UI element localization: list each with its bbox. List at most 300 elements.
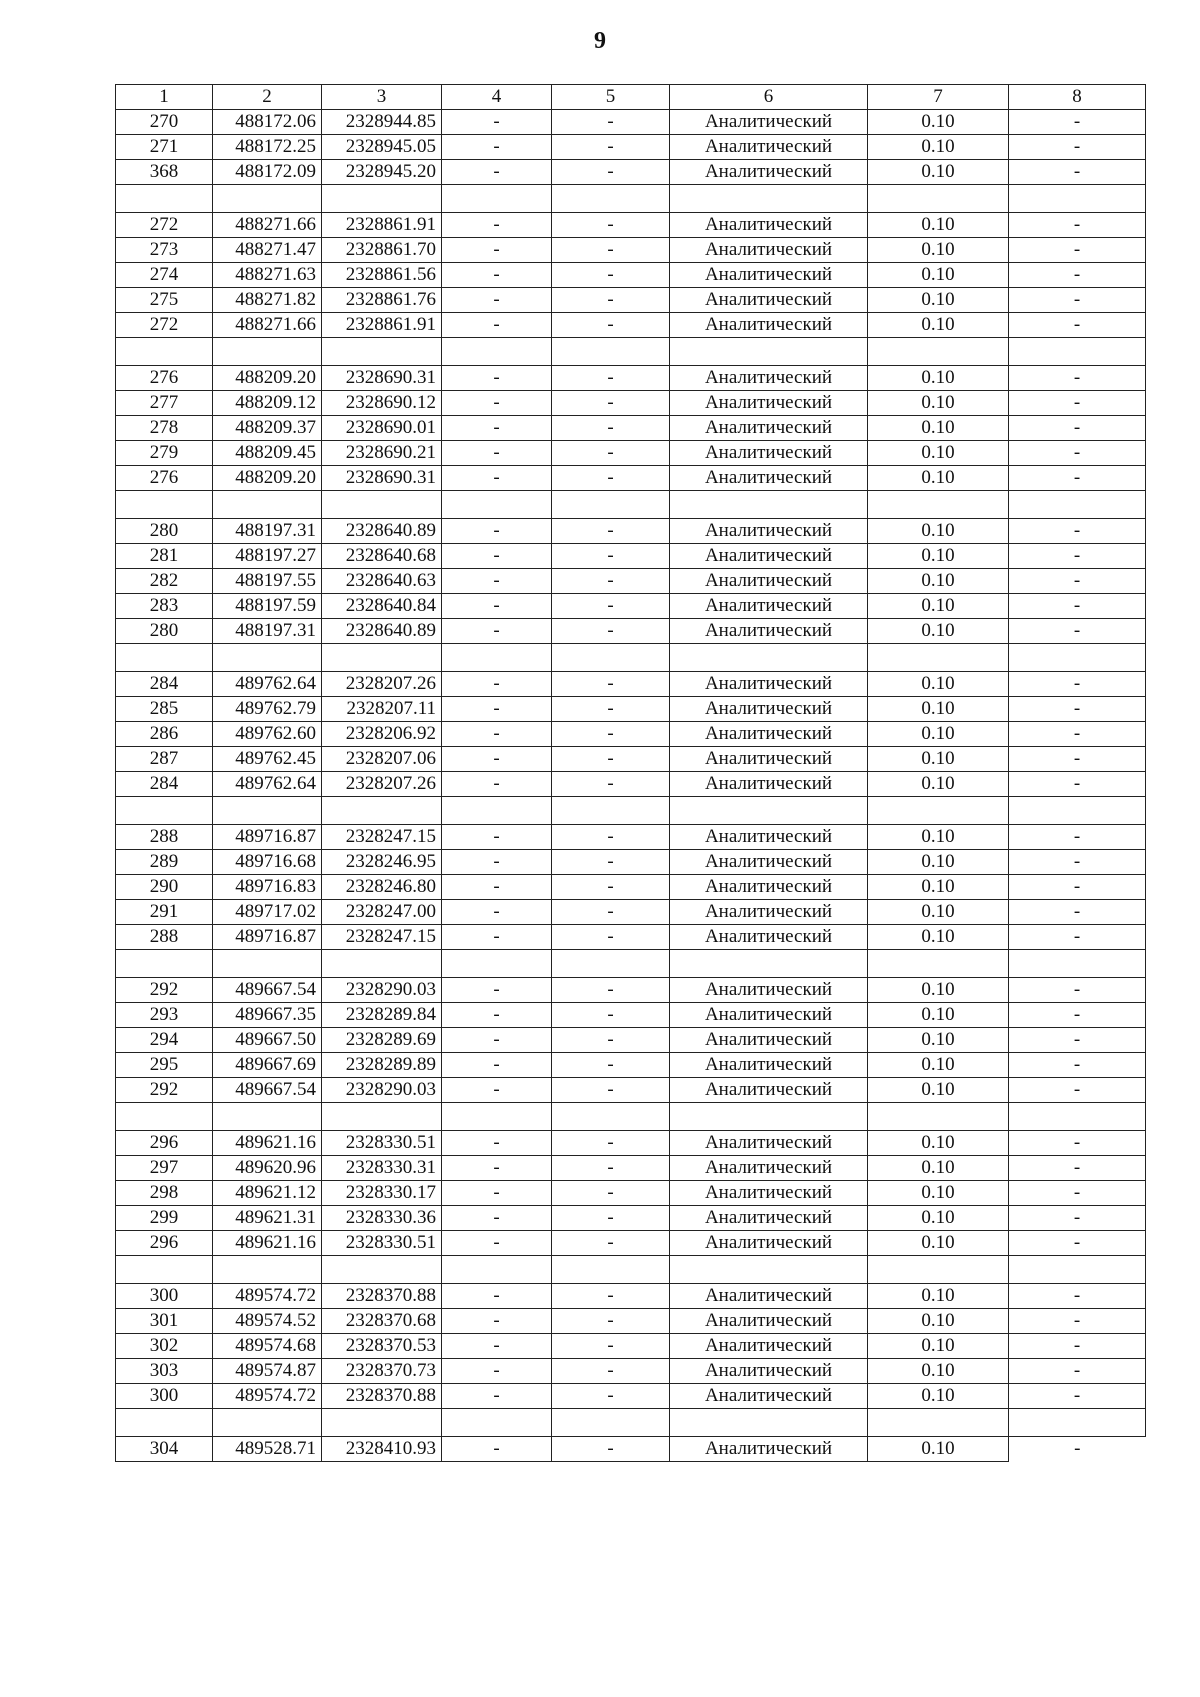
table-cell — [868, 1256, 1009, 1284]
table-cell: 279 — [116, 441, 213, 466]
table-cell: - — [442, 672, 552, 697]
table-cell: - — [552, 1181, 670, 1206]
table-cell: - — [1009, 772, 1146, 797]
table-cell: 489667.69 — [213, 1053, 322, 1078]
table-row — [116, 1284, 1146, 1309]
table-cell: 285 — [116, 697, 213, 722]
table-cell — [1009, 491, 1146, 519]
table-cell: 2328247.15 — [322, 925, 442, 950]
table-cell: Аналитический — [670, 1284, 868, 1309]
table-cell: - — [442, 160, 552, 185]
table-cell: - — [552, 238, 670, 263]
table-cell: - — [442, 825, 552, 850]
table-cell: - — [442, 747, 552, 772]
table-cell: - — [442, 441, 552, 466]
table-cell: - — [1009, 1309, 1146, 1334]
table-cell: 2328370.53 — [322, 1334, 442, 1359]
table-cell — [1009, 1409, 1146, 1437]
table-cell: Аналитический — [670, 1384, 868, 1409]
table-cell — [1009, 644, 1146, 672]
table-cell: 300 — [116, 1284, 213, 1309]
table-cell: 2328690.12 — [322, 391, 442, 416]
table-cell: - — [552, 1206, 670, 1231]
table-cell: 0.10 — [868, 1334, 1009, 1359]
table-cell: 0.10 — [868, 1156, 1009, 1181]
table-cell — [213, 1256, 322, 1284]
table-cell — [1009, 1103, 1146, 1131]
table-cell: 0.10 — [868, 110, 1009, 135]
table-cell: 489762.60 — [213, 722, 322, 747]
table-cell: 0.10 — [868, 213, 1009, 238]
table-row — [116, 213, 1146, 238]
table-cell — [442, 1103, 552, 1131]
table-cell — [868, 338, 1009, 366]
table-cell: 489717.02 — [213, 900, 322, 925]
table-cell: - — [1009, 1284, 1146, 1309]
table-cell: 276 — [116, 366, 213, 391]
table-row — [116, 160, 1146, 185]
table-cell: 0.10 — [868, 1437, 1009, 1462]
table-cell: Аналитический — [670, 900, 868, 925]
table-cell: Аналитический — [670, 1437, 868, 1462]
table-cell: Аналитический — [670, 288, 868, 313]
table-cell — [116, 338, 213, 366]
table-row — [116, 1437, 1146, 1462]
table-cell: - — [552, 1231, 670, 1256]
table-cell: - — [552, 747, 670, 772]
table-cell: 290 — [116, 875, 213, 900]
table-cell: - — [442, 110, 552, 135]
table-body — [116, 110, 1146, 1462]
separator-row — [116, 1103, 1146, 1131]
table-cell — [213, 338, 322, 366]
table-cell: 2328944.85 — [322, 110, 442, 135]
table-row — [116, 288, 1146, 313]
table-cell — [322, 797, 442, 825]
table-cell: - — [1009, 1028, 1146, 1053]
table-cell — [868, 797, 1009, 825]
table-cell: 2328247.15 — [322, 825, 442, 850]
table-cell: 0.10 — [868, 263, 1009, 288]
table-cell — [868, 1409, 1009, 1437]
table-cell: 295 — [116, 1053, 213, 1078]
table-cell: - — [552, 1309, 670, 1334]
table-cell: - — [442, 1028, 552, 1053]
table-cell: Аналитический — [670, 135, 868, 160]
table-cell: 2328640.89 — [322, 619, 442, 644]
table-cell: - — [442, 391, 552, 416]
table-cell: 0.10 — [868, 747, 1009, 772]
table-cell: - — [442, 900, 552, 925]
table-cell: - — [552, 1384, 670, 1409]
table-cell: - — [552, 466, 670, 491]
table-cell: 0.10 — [868, 772, 1009, 797]
table-cell: 488172.06 — [213, 110, 322, 135]
table-cell — [670, 1409, 868, 1437]
table-cell: 280 — [116, 619, 213, 644]
table-cell — [868, 491, 1009, 519]
table-cell: 489574.68 — [213, 1334, 322, 1359]
table-cell — [322, 1409, 442, 1437]
table-cell: - — [1009, 110, 1146, 135]
table-cell: Аналитический — [670, 772, 868, 797]
table-cell: - — [442, 1384, 552, 1409]
table-cell — [1009, 338, 1146, 366]
table-cell: 489716.87 — [213, 825, 322, 850]
table-row — [116, 1231, 1146, 1256]
header-cell: 1 — [116, 85, 213, 110]
table-cell: 270 — [116, 110, 213, 135]
table-cell: - — [1009, 569, 1146, 594]
table-cell: 273 — [116, 238, 213, 263]
table-cell: - — [552, 900, 670, 925]
table-cell: - — [1009, 825, 1146, 850]
table-cell: 2328330.51 — [322, 1131, 442, 1156]
table-cell: Аналитический — [670, 569, 868, 594]
table-cell: Аналитический — [670, 1181, 868, 1206]
table-cell: - — [552, 288, 670, 313]
table-cell: 289 — [116, 850, 213, 875]
table-cell: - — [442, 544, 552, 569]
table-cell: 296 — [116, 1131, 213, 1156]
table-cell: 2328861.91 — [322, 213, 442, 238]
table-cell: 0.10 — [868, 569, 1009, 594]
table-cell: - — [552, 1053, 670, 1078]
table-cell: - — [1009, 238, 1146, 263]
table-row — [116, 366, 1146, 391]
table-cell: 0.10 — [868, 288, 1009, 313]
table-cell: 2328246.80 — [322, 875, 442, 900]
table-cell: - — [1009, 313, 1146, 338]
table-cell: 0.10 — [868, 1206, 1009, 1231]
table-cell: 0.10 — [868, 1284, 1009, 1309]
table-row — [116, 722, 1146, 747]
table-cell — [552, 1256, 670, 1284]
table-cell: 489574.72 — [213, 1384, 322, 1409]
table-row — [116, 925, 1146, 950]
table-cell: Аналитический — [670, 978, 868, 1003]
table-cell — [670, 1103, 868, 1131]
table-cell: 488271.66 — [213, 313, 322, 338]
table-cell: - — [442, 135, 552, 160]
table-cell: 488197.31 — [213, 519, 322, 544]
table-cell: - — [1009, 875, 1146, 900]
table-cell: Аналитический — [670, 1334, 868, 1359]
table-cell: Аналитический — [670, 110, 868, 135]
header-cell: 5 — [552, 85, 670, 110]
table-cell: 488209.20 — [213, 466, 322, 491]
table-cell: 488209.37 — [213, 416, 322, 441]
table-cell: 0.10 — [868, 160, 1009, 185]
table-row — [116, 772, 1146, 797]
table-cell: - — [552, 825, 670, 850]
table-cell: 292 — [116, 1078, 213, 1103]
table-cell: 488197.31 — [213, 619, 322, 644]
table-cell — [1009, 950, 1146, 978]
table-row — [116, 263, 1146, 288]
separator-row — [116, 1409, 1146, 1437]
table-cell: Аналитический — [670, 1206, 868, 1231]
table-cell — [552, 644, 670, 672]
table-cell — [213, 1409, 322, 1437]
table-cell: 0.10 — [868, 519, 1009, 544]
table-cell: 2328246.95 — [322, 850, 442, 875]
table-cell: 271 — [116, 135, 213, 160]
table-cell: - — [442, 1078, 552, 1103]
table-cell: 489574.87 — [213, 1359, 322, 1384]
table-cell — [213, 185, 322, 213]
table-cell: 0.10 — [868, 466, 1009, 491]
table-cell: 2328206.92 — [322, 722, 442, 747]
table-cell — [552, 1103, 670, 1131]
table-cell: 2328330.17 — [322, 1181, 442, 1206]
table-cell: 298 — [116, 1181, 213, 1206]
table-cell: 0.10 — [868, 722, 1009, 747]
table-cell: 489716.87 — [213, 925, 322, 950]
table-cell — [442, 1256, 552, 1284]
table-cell: Аналитический — [670, 1156, 868, 1181]
table-cell: 0.10 — [868, 313, 1009, 338]
table-cell: 293 — [116, 1003, 213, 1028]
table-cell: - — [552, 1284, 670, 1309]
table-cell: - — [442, 1206, 552, 1231]
table-cell: Аналитический — [670, 238, 868, 263]
table-cell: 2328330.36 — [322, 1206, 442, 1231]
table-cell: - — [1009, 1003, 1146, 1028]
table-cell: - — [442, 1156, 552, 1181]
table-cell: 300 — [116, 1384, 213, 1409]
header-cell: 3 — [322, 85, 442, 110]
table-cell: - — [1009, 900, 1146, 925]
table-cell: 489716.83 — [213, 875, 322, 900]
table-cell: - — [442, 288, 552, 313]
table-cell: 0.10 — [868, 1131, 1009, 1156]
table-cell: 2328690.31 — [322, 466, 442, 491]
table-row — [116, 978, 1146, 1003]
table-cell: - — [442, 850, 552, 875]
table-cell: 278 — [116, 416, 213, 441]
table-cell: Аналитический — [670, 697, 868, 722]
table-cell — [442, 1409, 552, 1437]
table-cell: 0.10 — [868, 619, 1009, 644]
table-cell: - — [552, 1131, 670, 1156]
table-cell: 368 — [116, 160, 213, 185]
table-cell: 489716.68 — [213, 850, 322, 875]
table-cell: - — [552, 772, 670, 797]
table-cell: 489621.12 — [213, 1181, 322, 1206]
separator-row — [116, 797, 1146, 825]
table-cell: 0.10 — [868, 238, 1009, 263]
table-cell: - — [1009, 1334, 1146, 1359]
table-cell: 488271.63 — [213, 263, 322, 288]
table-cell: 2328945.20 — [322, 160, 442, 185]
table-cell: 2328289.69 — [322, 1028, 442, 1053]
table-cell: 2328207.06 — [322, 747, 442, 772]
table-cell — [552, 797, 670, 825]
table-cell: Аналитический — [670, 519, 868, 544]
table-cell: 0.10 — [868, 135, 1009, 160]
table-row — [116, 519, 1146, 544]
table-cell: 488209.12 — [213, 391, 322, 416]
table-cell: 302 — [116, 1334, 213, 1359]
table-row — [116, 416, 1146, 441]
table-cell: Аналитический — [670, 672, 868, 697]
table-cell: 2328690.31 — [322, 366, 442, 391]
table-cell: - — [552, 594, 670, 619]
table-row — [116, 110, 1146, 135]
table-cell: - — [1009, 1384, 1146, 1409]
table-cell: Аналитический — [670, 1359, 868, 1384]
table-cell: 489528.71 — [213, 1437, 322, 1462]
table-cell: 2328370.88 — [322, 1284, 442, 1309]
table-cell — [322, 1256, 442, 1284]
table-cell: Аналитический — [670, 313, 868, 338]
table-cell: Аналитический — [670, 391, 868, 416]
table-cell — [1009, 1256, 1146, 1284]
table-cell: - — [442, 466, 552, 491]
table-cell — [868, 950, 1009, 978]
table-cell: - — [552, 619, 670, 644]
table-cell: - — [1009, 1156, 1146, 1181]
table-cell: - — [1009, 747, 1146, 772]
table-cell — [552, 950, 670, 978]
table-row — [116, 544, 1146, 569]
table-cell — [322, 491, 442, 519]
table-cell: 284 — [116, 672, 213, 697]
table-cell: - — [442, 1309, 552, 1334]
table-row — [116, 1181, 1146, 1206]
table-row — [116, 238, 1146, 263]
table-row — [116, 875, 1146, 900]
table-cell: 0.10 — [868, 925, 1009, 950]
table-cell: Аналитический — [670, 366, 868, 391]
table-cell: 288 — [116, 925, 213, 950]
table-cell: - — [552, 313, 670, 338]
table-row — [116, 672, 1146, 697]
table-cell: 0.10 — [868, 391, 1009, 416]
table-cell — [213, 491, 322, 519]
table-cell: 0.10 — [868, 1309, 1009, 1334]
table-cell: - — [442, 263, 552, 288]
table-cell: - — [1009, 619, 1146, 644]
table-cell: 282 — [116, 569, 213, 594]
table-cell: - — [442, 1231, 552, 1256]
table-cell: 296 — [116, 1231, 213, 1256]
table-cell — [442, 185, 552, 213]
table-cell: - — [442, 416, 552, 441]
header-cell: 8 — [1009, 85, 1146, 110]
table-cell: 275 — [116, 288, 213, 313]
table-cell: - — [552, 1156, 670, 1181]
table-cell: - — [1009, 366, 1146, 391]
table-cell: 0.10 — [868, 1359, 1009, 1384]
table-cell: - — [552, 1334, 670, 1359]
table-cell — [322, 338, 442, 366]
table-cell: 2328690.01 — [322, 416, 442, 441]
header-cell: 7 — [868, 85, 1009, 110]
table-cell: 488209.20 — [213, 366, 322, 391]
table-cell — [322, 644, 442, 672]
table-cell — [442, 797, 552, 825]
table-cell — [116, 491, 213, 519]
table-cell — [213, 797, 322, 825]
table-row — [116, 466, 1146, 491]
table-cell — [116, 950, 213, 978]
table-cell — [322, 950, 442, 978]
table-cell — [670, 185, 868, 213]
table-cell — [213, 644, 322, 672]
table-cell: 281 — [116, 544, 213, 569]
table-cell — [116, 644, 213, 672]
table-cell: 0.10 — [868, 1181, 1009, 1206]
table-cell: - — [1009, 978, 1146, 1003]
table-cell — [442, 950, 552, 978]
table-cell: 276 — [116, 466, 213, 491]
table-row — [116, 313, 1146, 338]
table-cell: Аналитический — [670, 160, 868, 185]
table-cell: 287 — [116, 747, 213, 772]
table-cell: 489574.52 — [213, 1309, 322, 1334]
table-cell: 2328207.11 — [322, 697, 442, 722]
table-cell: - — [1009, 544, 1146, 569]
table-row — [116, 825, 1146, 850]
table-cell: - — [1009, 925, 1146, 950]
table-cell: Аналитический — [670, 416, 868, 441]
table-cell: - — [552, 135, 670, 160]
page-number: 9 — [594, 28, 606, 54]
table-cell: 2328861.70 — [322, 238, 442, 263]
table-cell — [670, 338, 868, 366]
table-cell: Аналитический — [670, 1078, 868, 1103]
table-cell: Аналитический — [670, 1131, 868, 1156]
table-row — [116, 1131, 1146, 1156]
table-cell: 2328370.68 — [322, 1309, 442, 1334]
table-cell: Аналитический — [670, 1309, 868, 1334]
table-cell: - — [442, 313, 552, 338]
table-cell: - — [1009, 263, 1146, 288]
table-cell: 489574.72 — [213, 1284, 322, 1309]
table-cell: - — [1009, 441, 1146, 466]
table-row — [116, 1359, 1146, 1384]
coordinates-table — [115, 84, 1146, 1462]
table-cell: 286 — [116, 722, 213, 747]
header-cell: 2 — [213, 85, 322, 110]
table-cell — [670, 797, 868, 825]
table-cell: - — [552, 1359, 670, 1384]
table-cell: 488271.47 — [213, 238, 322, 263]
table-cell — [442, 491, 552, 519]
table-row — [116, 1384, 1146, 1409]
table-cell: - — [442, 697, 552, 722]
table-cell: - — [1009, 1078, 1146, 1103]
table-cell: - — [442, 1334, 552, 1359]
table-cell — [116, 1409, 213, 1437]
table-row — [116, 594, 1146, 619]
table-cell: - — [552, 978, 670, 1003]
table-cell: 0.10 — [868, 978, 1009, 1003]
header-row — [116, 85, 1146, 110]
separator-row — [116, 185, 1146, 213]
table-cell: - — [1009, 416, 1146, 441]
table-cell: - — [1009, 1359, 1146, 1384]
table-cell: 0.10 — [868, 1053, 1009, 1078]
table-cell: 488197.27 — [213, 544, 322, 569]
table-cell: - — [552, 850, 670, 875]
table-cell: - — [1009, 160, 1146, 185]
table-cell: - — [442, 366, 552, 391]
table-cell: - — [1009, 1437, 1146, 1462]
table-cell: 2328690.21 — [322, 441, 442, 466]
